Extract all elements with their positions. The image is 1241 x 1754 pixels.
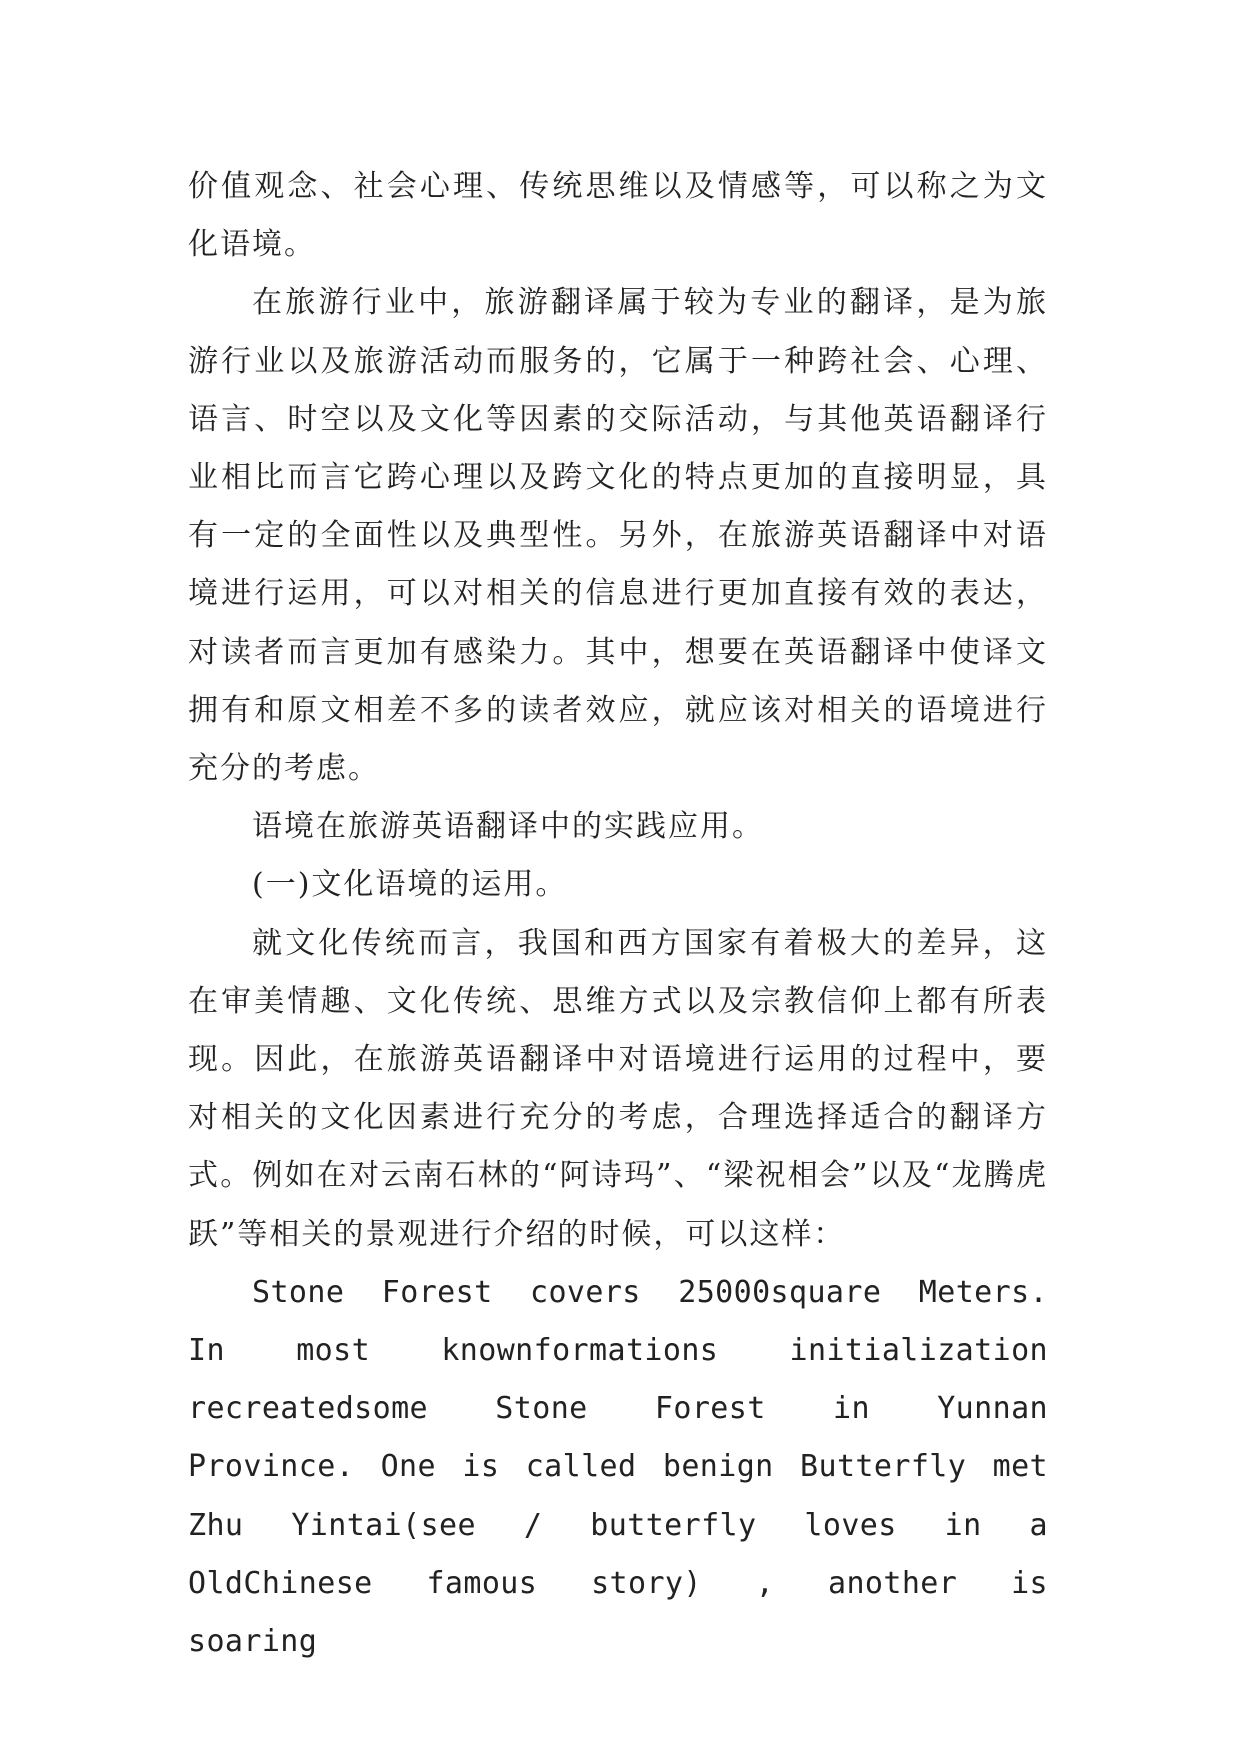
subsection-heading-cultural-context: (一)文化语境的运用。 — [252, 867, 568, 903]
document-body — [188, 158, 1048, 1671]
paragraph-cultural-tradition: 就文化传统而言，我国和西方国家有着极大的差异，这在审美情趣、文化传统、思维方式以及宗教信仰上都有所表现。因此，在旅游英语翻译中对语境进行运用的过程中，要对相关的文化因素进行充分的考虑，合理选择适合的翻译方式。例如在对云南石林的“阿诗玛”、“梁祝相会”以及“龙腾虎跃”等相关的景观进行介绍的时候，可以这样： — [188, 925, 1048, 1252]
paragraph-tourism-translation: 在旅游行业中，旅游翻译属于较为专业的翻译，是为旅游行业以及旅游活动而服务的，它属于一种跨社会、心理、语言、时空以及文化等因素的交际活动，与其他英语翻译行业相比而言它跨心理以及跨文化的特点更加的直接明显，具有一定的全面性以及典型性。另外，在旅游英语翻译中对语境进行运用，可以对相关的信息进行更加直接有效的表达，对读者而言更加有感染力。其中，想要在英语翻译中使译文拥有和原文相差不多的读者效应，就应该对相关的语境进行充分的考虑。 — [188, 285, 1048, 787]
paragraph-cultural-context-definition: 价值观念、社会心理、传统思维以及情感等，可以称之为文化语境。 — [188, 169, 1048, 263]
section-heading-practice: 语境在旅游英语翻译中的实践应用。 — [252, 809, 764, 845]
paragraph-english-example: Stone Forest covers 25000square Meters. In most knownformations initialization recreatedsome Stone Forest in Yunnan Province. One is called benign Butterfly met Zhu Yintai(see / butterfly loves in a OldChinese famous story) , another is soaring — [188, 1274, 1048, 1660]
